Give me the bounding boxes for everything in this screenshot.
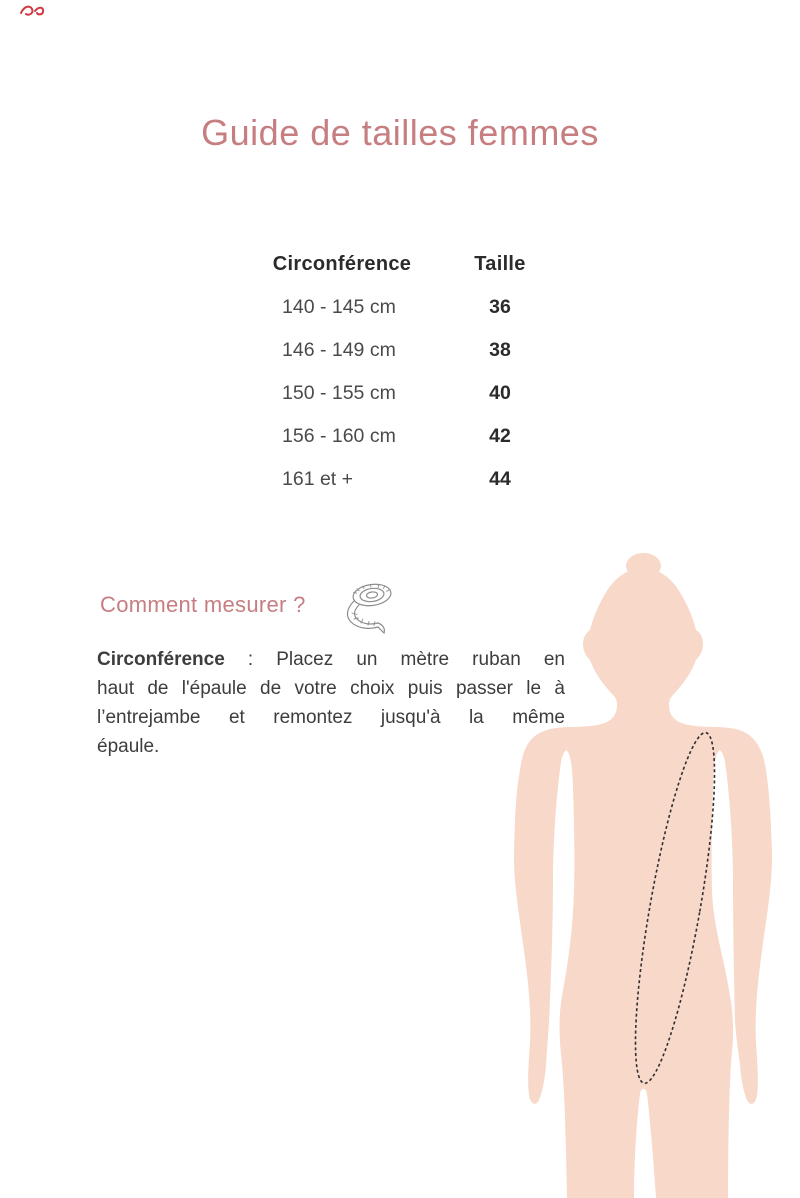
instruction-line: Circonférence : Placez un mètre ruban en [97, 649, 565, 670]
body-shape [514, 568, 772, 1198]
page-title: Guide de tailles femmes [201, 112, 599, 153]
table-row-circumference: 150 - 155 cm [282, 382, 396, 404]
table-row-size: 44 [489, 468, 511, 490]
table-row-size: 42 [489, 425, 511, 447]
instruction-line: épaule. [97, 736, 160, 757]
instruction-lead-word: Circonférence [97, 649, 225, 670]
table-row-size: 38 [489, 339, 511, 361]
instruction-line: haut de l'épaule de votre choix puis passer le à [97, 678, 565, 699]
table-row-size: 40 [489, 382, 511, 404]
table-row-size: 36 [489, 296, 511, 318]
column-header-circumference: Circonférence [272, 252, 412, 275]
how-to-measure-heading: Comment mesurer ? [100, 592, 306, 617]
column-header-size: Taille [474, 252, 526, 275]
table-row-circumference: 156 - 160 cm [282, 425, 396, 447]
table-row-circumference: 146 - 149 cm [282, 339, 396, 361]
red-brand-mark [18, 3, 48, 19]
measure-instructions [97, 645, 565, 761]
measuring-tape-icon [342, 580, 402, 638]
table-row-circumference: 140 - 145 cm [282, 296, 396, 318]
female-silhouette-illustration [500, 538, 800, 1198]
table-row-circumference: 161 et + [282, 468, 354, 490]
size-table [267, 242, 548, 501]
instruction-line: l’entrejambe et remontez jusqu'à la même [97, 707, 565, 728]
